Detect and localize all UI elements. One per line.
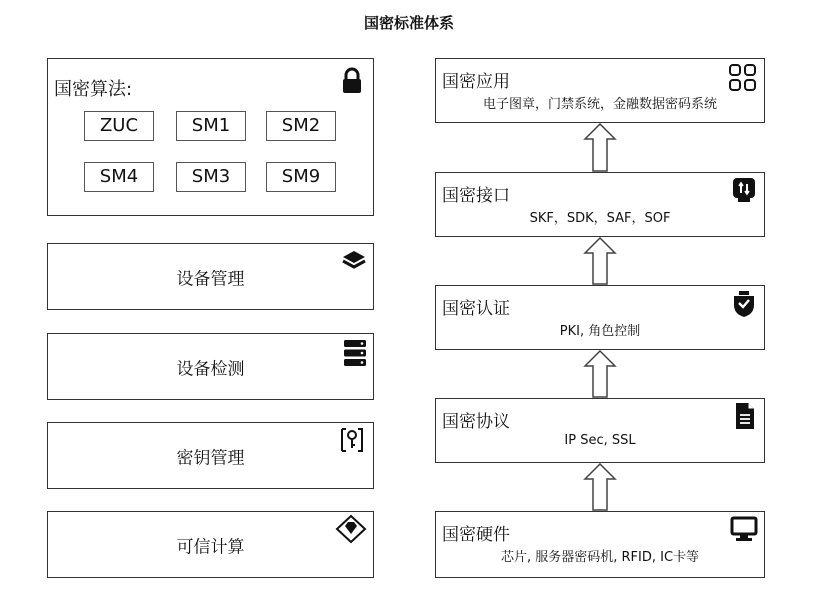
lock-icon — [341, 67, 363, 95]
arrow-interface-to-app — [583, 123, 617, 172]
key-management-box — [47, 422, 374, 489]
diagram-title: 国密标准体系 — [363, 14, 454, 32]
hardware-layer-subtitle: 芯片, 服务器密码机, RFID, IC卡等 — [500, 550, 700, 565]
arrow-auth-to-interface — [583, 237, 617, 285]
auth-layer-box — [435, 285, 765, 350]
algorithm-sm1: SM1 — [176, 111, 246, 141]
app-layer-subtitle: 电子图章，门禁系统，金融数据密码系统 — [482, 97, 717, 112]
app-layer-title: 国密应用 — [442, 72, 510, 92]
algorithm-sm3: SM3 — [176, 162, 246, 192]
protocol-layer-subtitle: IP Sec, SSL — [564, 433, 636, 448]
auth-layer-subtitle: PKI, 角色控制 — [559, 324, 641, 339]
key-holder-icon — [339, 426, 365, 454]
protocol-layer-title: 国密协议 — [442, 412, 510, 432]
app-layer-box — [435, 58, 765, 123]
document-icon — [734, 402, 756, 430]
device-detection-label: 设备检测 — [176, 359, 245, 379]
algorithm-sm2: SM2 — [266, 111, 336, 141]
shield-badge-icon — [732, 290, 756, 318]
algorithm-sm4: SM4 — [84, 162, 154, 192]
algorithms-box — [47, 58, 374, 216]
algorithm-sm9: SM9 — [266, 162, 336, 192]
monitor-icon — [730, 516, 758, 542]
trusted-computing-label: 可信计算 — [176, 537, 245, 557]
interface-layer-subtitle: SKF，SDK，SAF，SOF — [529, 211, 671, 226]
auth-layer-title: 国密认证 — [442, 299, 510, 319]
diamond-badge-icon — [335, 514, 367, 544]
algorithm-zuc: ZUC — [84, 111, 154, 141]
algorithms-title: 国密算法: — [54, 79, 133, 100]
interface-layer-box — [435, 172, 765, 237]
interface-layer-title: 国密接口 — [442, 186, 510, 206]
hardware-layer-title: 国密硬件 — [442, 525, 510, 545]
trusted-computing-box — [47, 511, 374, 578]
server-stack-icon — [343, 339, 367, 367]
interface-plug-icon — [730, 176, 758, 204]
hardware-layer-box — [435, 511, 765, 578]
protocol-layer-box — [435, 398, 765, 463]
device-detection-box — [47, 333, 374, 400]
device-management-label: 设备管理 — [176, 269, 245, 289]
key-management-label: 密钥管理 — [176, 448, 245, 468]
device-management-box — [47, 243, 374, 310]
arrow-protocol-to-auth — [583, 350, 617, 398]
app-grid-icon — [728, 63, 758, 93]
arrow-hardware-to-protocol — [583, 463, 617, 511]
layers-icon — [341, 249, 367, 273]
